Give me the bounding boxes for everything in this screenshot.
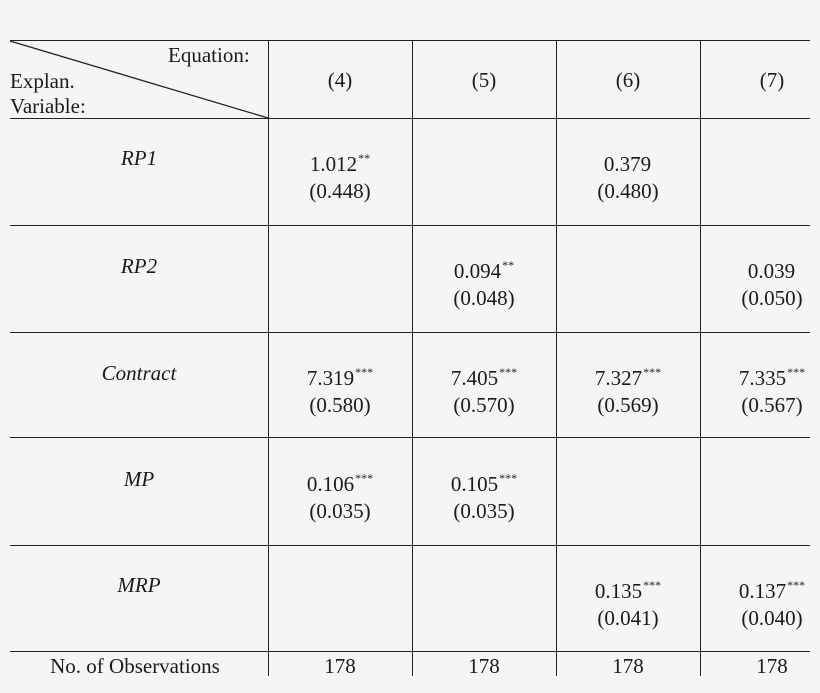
column-header: (4) xyxy=(327,68,353,92)
estimate: 7.405*** xyxy=(450,365,518,390)
corner-explan-label: Explan. xyxy=(10,69,75,93)
standard-error: (0.480) xyxy=(597,179,659,203)
table-cell xyxy=(268,465,412,525)
standard-error: (0.569) xyxy=(597,393,659,417)
row-label-mrp: MRP xyxy=(117,573,161,597)
corner-equation-label: Equation: xyxy=(168,43,250,67)
estimate: 0.105*** xyxy=(450,471,518,496)
estimate: 0.039 xyxy=(747,259,796,283)
table-cell xyxy=(556,359,700,419)
standard-error: (0.035) xyxy=(309,499,371,523)
table-cell xyxy=(412,359,556,419)
row-label-rp2: RP2 xyxy=(120,254,158,278)
table-cell xyxy=(556,145,700,205)
row-label-rp1: RP1 xyxy=(120,146,158,170)
estimate: 0.379 xyxy=(603,152,652,176)
table-cell xyxy=(700,359,820,419)
standard-error: (0.050) xyxy=(741,286,803,310)
table-cell xyxy=(556,572,700,632)
table-cell xyxy=(268,145,412,205)
observations-value: 178 xyxy=(324,654,356,678)
standard-error: (0.570) xyxy=(453,393,515,417)
standard-error: (0.035) xyxy=(453,499,515,523)
observations-value: 178 xyxy=(756,654,788,678)
table-cell xyxy=(412,465,556,525)
standard-error: (0.580) xyxy=(309,393,371,417)
observations-label: No. of Observations xyxy=(50,654,220,678)
table-cell xyxy=(412,252,556,312)
column-header: (6) xyxy=(615,68,641,92)
estimate: 7.319*** xyxy=(306,365,374,390)
estimate: 0.106*** xyxy=(306,471,374,496)
standard-error: (0.048) xyxy=(453,286,515,310)
row-label-contract: Contract xyxy=(101,361,177,385)
estimate: 1.012** xyxy=(309,151,371,176)
estimate: 0.094** xyxy=(453,258,515,283)
standard-error: (0.448) xyxy=(309,179,371,203)
table-cell xyxy=(700,252,820,312)
estimate: 7.335*** xyxy=(738,365,806,390)
estimate: 0.135*** xyxy=(594,578,662,603)
corner-variable-label: Variable: xyxy=(10,94,86,118)
table-cell xyxy=(700,572,820,632)
estimate: 7.327*** xyxy=(594,365,662,390)
column-header: (7) xyxy=(759,68,785,92)
standard-error: (0.567) xyxy=(741,393,803,417)
estimate: 0.137*** xyxy=(738,578,806,603)
observations-value: 178 xyxy=(612,654,644,678)
standard-error: (0.040) xyxy=(741,606,803,630)
column-header: (5) xyxy=(471,68,497,92)
row-label-mp: MP xyxy=(123,467,155,491)
table-cell xyxy=(268,359,412,419)
observations-value: 178 xyxy=(468,654,500,678)
standard-error: (0.041) xyxy=(597,606,659,630)
